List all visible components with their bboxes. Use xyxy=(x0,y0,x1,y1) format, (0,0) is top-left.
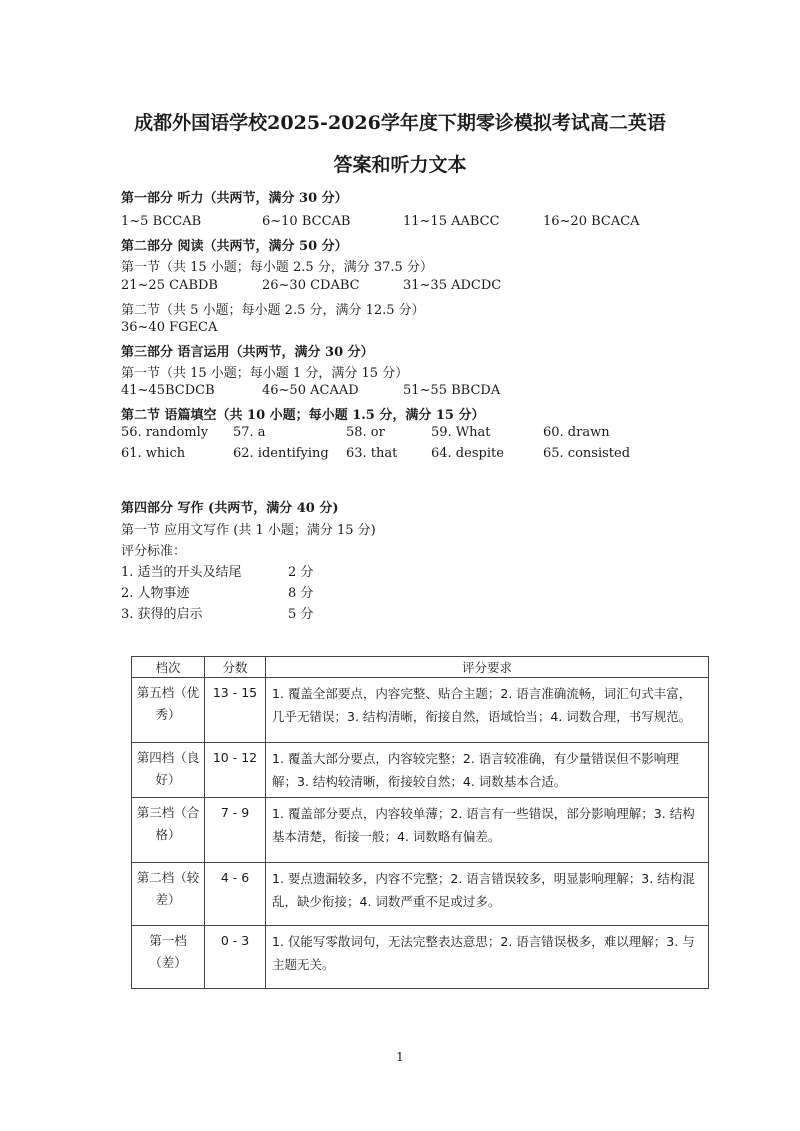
criteria-item: 3. 获得的启示 xyxy=(121,607,203,622)
requirement-cell: 1. 覆盖部分要点，内容较单薄；2. 语言有一些错误，部分影响理解；3. 结构基本清楚，衔接一般；4. 词数略有偏差。 xyxy=(266,798,709,863)
requirement-cell: 1. 仅能写零散词句，无法完整表达意思；2. 语言错误极多，难以理解；3. 与主题无关。 xyxy=(266,926,709,989)
part3-section1: 第一节（共 15 小题；每小题 1 分，满分 15 分） xyxy=(121,366,409,381)
part2-heading: 第二部分 阅读（共两节，满分 50 分） xyxy=(121,239,348,254)
part4-heading: 第四部分 写作 (共两节，满分 40 分) xyxy=(121,501,339,516)
scoring-rubric-table xyxy=(131,656,709,989)
criteria-label: 评分标准： xyxy=(121,544,187,559)
requirement-cell: 1. 要点遗漏较多，内容不完整；2. 语言错误较多，明显影响理解；3. 结构混乱，缺少衔接；4. 词数严重不足或过多。 xyxy=(266,863,709,926)
level-cell: 第五档（优秀） xyxy=(132,678,205,743)
table-row xyxy=(132,678,709,743)
score-cell: 7 - 9 xyxy=(205,798,266,863)
part1-heading: 第一部分 听力（共两节，满分 30 分） xyxy=(121,191,348,206)
table-header-row xyxy=(132,657,709,678)
level-cell: 第一档（差） xyxy=(132,926,205,989)
cloze-answer: 61. which xyxy=(121,446,186,461)
level-cell: 第二档（较差） xyxy=(132,863,205,926)
page-number: 1 xyxy=(396,1050,404,1064)
part1-answer: 1~5 BCCAB xyxy=(121,214,202,229)
criteria-item: 2. 人物事迹 xyxy=(121,586,190,601)
part1-answer: 11~15 AABCC xyxy=(403,214,500,229)
part2-answer: 36~40 FGECA xyxy=(121,320,218,335)
part1-answer: 6~10 BCCAB xyxy=(262,214,351,229)
cloze-answer: 64. despite xyxy=(431,446,504,461)
cloze-answer: 59. What xyxy=(431,425,491,440)
part3-section2: 第二节 语篇填空（共 10 小题；每小题 1.5 分，满分 15 分） xyxy=(121,408,485,423)
part3-heading: 第三部分 语言运用（共两节，满分 30 分） xyxy=(121,345,374,360)
part2-answer: 31~35 ADCDC xyxy=(403,278,502,293)
part2-section2: 第二节（共 5 小题；每小题 2.5 分，满分 12.5 分） xyxy=(121,303,425,318)
part3-answer: 51~55 BBCDA xyxy=(403,383,501,398)
table-row xyxy=(132,926,709,989)
document-title: 成都外国语学校2025-2026学年度下期零诊模拟考试高二英语 xyxy=(134,112,666,134)
requirement-cell: 1. 覆盖全部要点，内容完整、贴合主题；2. 语言准确流畅，词汇句式丰富，几乎无错误；3. 结构清晰，衔接自然，语域恰当；4. 词数合理，书写规范。 xyxy=(266,678,709,743)
level-cell: 第三档（合格） xyxy=(132,798,205,863)
part3-answer: 46~50 ACAAD xyxy=(262,383,359,398)
level-cell: 第四档（良好） xyxy=(132,743,205,798)
part2-answer: 26~30 CDABC xyxy=(262,278,360,293)
part4-section1: 第一节 应用文写作 (共 1 小题；满分 15 分) xyxy=(121,523,376,538)
criteria-score: 8 分 xyxy=(288,586,314,601)
score-cell: 13 - 15 xyxy=(205,678,266,743)
score-cell: 10 - 12 xyxy=(205,743,266,798)
cloze-answer: 62. identifying xyxy=(233,446,329,461)
cloze-answer: 60. drawn xyxy=(543,425,610,440)
score-cell: 0 - 3 xyxy=(205,926,266,989)
part2-section1: 第一节（共 15 小题；每小题 2.5 分，满分 37.5 分） xyxy=(121,260,433,275)
table-row xyxy=(132,798,709,863)
part2-answer: 21~25 CABDB xyxy=(121,278,218,293)
column-header-level: 档次 xyxy=(132,657,205,678)
cloze-answer: 65. consisted xyxy=(543,446,631,461)
column-header-requirements: 评分要求 xyxy=(266,657,709,678)
table-row xyxy=(132,863,709,926)
requirement-cell: 1. 覆盖大部分要点，内容较完整；2. 语言较准确，有少量错误但不影响理解；3. 结构较清晰，衔接较自然；4. 词数基本合适。 xyxy=(266,743,709,798)
criteria-score: 2 分 xyxy=(288,565,314,580)
cloze-answer: 58. or xyxy=(346,425,385,440)
part3-answer: 41~45BCDCB xyxy=(121,383,215,398)
document-subtitle: 答案和听力文本 xyxy=(333,154,467,176)
column-header-score: 分数 xyxy=(205,657,266,678)
criteria-item: 1. 适当的开头及结尾 xyxy=(121,565,242,580)
cloze-answer: 56. randomly xyxy=(121,425,209,440)
score-cell: 4 - 6 xyxy=(205,863,266,926)
cloze-answer: 63. that xyxy=(346,446,398,461)
cloze-answer: 57. a xyxy=(233,425,266,440)
part1-answer: 16~20 BCACA xyxy=(543,214,640,229)
table-row xyxy=(132,743,709,798)
criteria-score: 5 分 xyxy=(288,607,314,622)
